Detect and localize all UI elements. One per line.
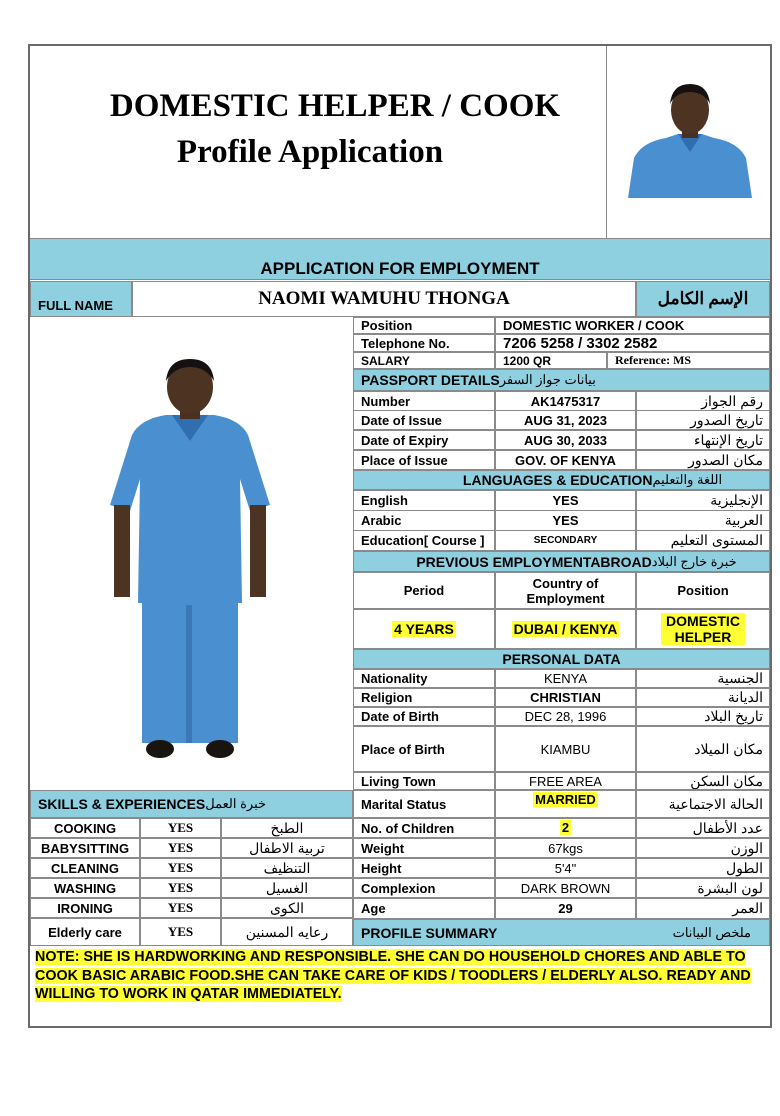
previous-position-cell xyxy=(636,609,770,649)
language-row-ar: المستوى التعليم xyxy=(636,530,770,551)
skill-row-label: Elderly care xyxy=(30,918,140,946)
personal-row-label: Place of Birth xyxy=(353,726,495,772)
personal-row-value-cell xyxy=(495,898,636,919)
full-name-value: NAOMI WAMUHU THONGA xyxy=(132,281,636,317)
personal-row-value: DARK BROWN xyxy=(520,880,611,896)
skill-row-label: COOKING xyxy=(30,818,140,838)
language-row-value: SECONDARY xyxy=(495,530,636,551)
salary-label: SALARY xyxy=(353,352,495,369)
passport-row-ar: تاريخ الصدور xyxy=(636,410,770,430)
personal-row-value-cell xyxy=(495,669,636,688)
skill-row-label: BABYSITTING xyxy=(30,838,140,858)
personal-row-label: Date of Birth xyxy=(353,707,495,726)
skill-row-value: YES xyxy=(140,878,221,898)
summary-title: PROFILE SUMMARY xyxy=(361,924,498,941)
personal-row-value: 29 xyxy=(558,901,573,916)
previous-period: 4 YEARS xyxy=(394,621,454,637)
personal-row-label: Age xyxy=(353,898,495,919)
personal-row-value: 67kgs xyxy=(548,840,583,856)
personal-row-ar: مكان السكن xyxy=(636,772,770,790)
previous-col-period: Period xyxy=(353,572,495,609)
previous-period-cell xyxy=(353,609,495,649)
personal-row-value: FREE AREA xyxy=(529,773,602,789)
personal-row-value: KENYA xyxy=(543,671,588,686)
personal-row-ar: عدد الأطفال xyxy=(636,818,770,838)
application-band xyxy=(30,238,770,280)
full-body-photo xyxy=(100,355,280,765)
skill-row-value: YES xyxy=(140,898,221,918)
skill-row-ar: التنظيف xyxy=(221,858,353,878)
personal-row-value: MARRIED xyxy=(535,792,596,807)
personal-row-value: 2 xyxy=(561,820,570,835)
skill-row-ar: الكوى xyxy=(221,898,353,918)
passport-row-ar: تاريخ الإنتهاء xyxy=(636,430,770,450)
language-row-ar: الإنجليزية xyxy=(636,490,770,511)
language-row-label: Arabic xyxy=(353,510,495,531)
summary-title-ar: ملخص البيانات xyxy=(672,924,751,940)
personal-row-label: Religion xyxy=(353,688,495,707)
personal-row-ar: الديانة xyxy=(636,688,770,707)
personal-row-value-cell xyxy=(495,772,636,790)
skill-row-value: YES xyxy=(140,838,221,858)
skill-row-label: WASHING xyxy=(30,878,140,898)
personal-row-ar: الجنسية xyxy=(636,669,770,688)
reference-value: Reference: MS xyxy=(607,352,770,369)
passport-row-value: GOV. OF KENYA xyxy=(495,450,636,470)
previous-position: DOMESTIC HELPER xyxy=(661,613,745,645)
personal-row-value: CHRISTIAN xyxy=(530,690,601,705)
languages-title: LANGUAGES & EDUCATION xyxy=(462,472,653,488)
personal-row-value: 5'4" xyxy=(554,860,577,876)
passport-row-value: AK1475317 xyxy=(495,391,636,411)
skills-title-ar: خبرة العمل xyxy=(205,796,267,811)
personal-row-ar: العمر xyxy=(636,898,770,919)
language-row-label: English xyxy=(353,490,495,511)
personal-row-label: Marital Status xyxy=(353,790,495,818)
languages-title-ar: اللغة والتعليم xyxy=(652,472,723,487)
language-row-ar: العربية xyxy=(636,510,770,531)
full-name-label: FULL NAME xyxy=(30,281,132,317)
passport-row-label: Place of Issue xyxy=(353,450,495,470)
previous-title-ar: خبرة خارج البلاد xyxy=(651,553,737,569)
personal-row-ar: الطول xyxy=(636,858,770,878)
personal-row-value: DEC 28, 1996 xyxy=(524,709,607,724)
personal-row-value-cell xyxy=(495,790,636,818)
personal-row-value-cell xyxy=(495,878,636,898)
skills-band xyxy=(30,790,353,818)
languages-band xyxy=(353,470,770,490)
personal-row-value-cell xyxy=(495,838,636,858)
passport-row-label: Date of Issue xyxy=(353,410,495,430)
language-row-label: Education[ Course ] xyxy=(353,530,495,551)
skill-row-label: CLEANING xyxy=(30,858,140,878)
passport-row-label: Date of Expiry xyxy=(353,430,495,450)
skill-row-label: IRONING xyxy=(30,898,140,918)
personal-row-label: Weight xyxy=(353,838,495,858)
salary-value: 1200 QR xyxy=(495,352,607,369)
header-title-box xyxy=(30,46,607,238)
telephone-value: 7206 5258 / 3302 2582 xyxy=(495,334,770,352)
previous-col-country: Country of Employment xyxy=(495,572,636,609)
personal-row-ar: الوزن xyxy=(636,838,770,858)
personal-row-ar: مكان الميلاد xyxy=(636,726,770,772)
previous-band xyxy=(353,551,770,572)
personal-row-ar: لون البشرة xyxy=(636,878,770,898)
telephone-label: Telephone No. xyxy=(353,334,495,352)
passport-row-ar: مكان الصدور xyxy=(636,450,770,470)
position-label: Position xyxy=(353,317,495,334)
headshot-photo xyxy=(626,78,754,198)
application-band-title: APPLICATION FOR EMPLOYMENT xyxy=(260,259,540,278)
skill-row-ar: تربية الاطفال xyxy=(221,838,353,858)
personal-row-label: Living Town xyxy=(353,772,495,790)
previous-col-position: Position xyxy=(636,572,770,609)
passport-band xyxy=(353,369,770,391)
personal-row-label: Complexion xyxy=(353,878,495,898)
previous-country: DUBAI / KENYA xyxy=(513,621,618,637)
full-name-label-ar: الإسم الكامل xyxy=(636,281,770,317)
summary-band xyxy=(353,919,770,946)
skill-row-ar: الغسيل xyxy=(221,878,353,898)
personal-row-ar: الحالة الاجتماعية xyxy=(636,790,770,818)
position-value: DOMESTIC WORKER / COOK xyxy=(495,317,770,334)
passport-row-value: AUG 30, 2033 xyxy=(495,430,636,450)
personal-row-label: Nationality xyxy=(353,669,495,688)
personal-row-value-cell xyxy=(495,707,636,726)
language-row-value: YES xyxy=(495,510,636,531)
passport-title: PASSPORT DETAILS xyxy=(361,372,500,388)
skill-row-ar: رعايه المسنين xyxy=(221,918,353,946)
title-line1: DOMESTIC HELPER / COOK xyxy=(109,88,561,124)
previous-country-cell xyxy=(495,609,636,649)
personal-row-value-cell xyxy=(495,726,636,772)
passport-row-ar: رقم الجواز xyxy=(636,391,770,411)
passport-row-value: AUG 31, 2023 xyxy=(495,410,636,430)
skill-row-ar: الطبخ xyxy=(221,818,353,838)
passport-title-ar: بيانات جواز السفر xyxy=(499,372,596,387)
profile-note-text: NOTE: SHE IS HARDWORKING AND RESPONSIBLE. SHE CAN DO HOUSEHOLD CHORES AND ABLE TO COOK BASIC ARABIC FOOD.SHE CAN TAKE CARE OF KIDS / TOODLERS / ELDERLY ALSO. READY AND WILLING TO WORK IN QATAR IMMEDIATELY. xyxy=(35,949,751,1002)
title-line2: Profile Application xyxy=(176,134,444,170)
personal-row-value-cell xyxy=(495,688,636,707)
personal-row-value: KIAMBU xyxy=(540,741,591,757)
language-row-value: YES xyxy=(495,490,636,511)
previous-title: PREVIOUS EMPLOYMENTABROAD xyxy=(416,553,652,570)
skills-title: SKILLS & EXPERIENCES xyxy=(38,796,206,812)
profile-note xyxy=(35,948,767,1004)
skill-row-value: YES xyxy=(140,818,221,838)
skill-row-value: YES xyxy=(140,918,221,946)
personal-row-label: No. of Children xyxy=(353,818,495,838)
personal-row-label: Height xyxy=(353,858,495,878)
personal-row-ar: تاريخ البلاد xyxy=(636,707,770,726)
personal-band: PERSONAL DATA xyxy=(353,649,770,669)
skill-row-value: YES xyxy=(140,858,221,878)
passport-row-label: Number xyxy=(353,391,495,411)
personal-row-value-cell xyxy=(495,858,636,878)
personal-row-value-cell xyxy=(495,818,636,838)
